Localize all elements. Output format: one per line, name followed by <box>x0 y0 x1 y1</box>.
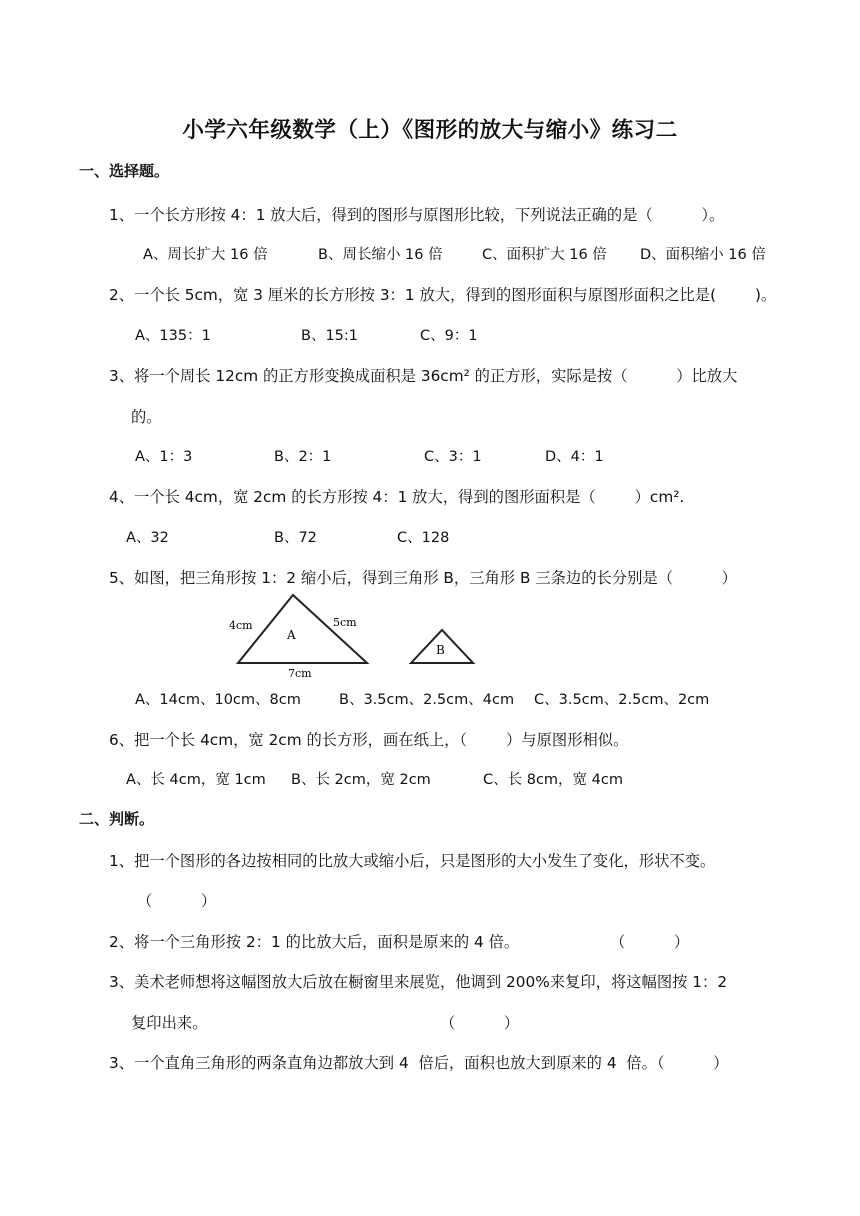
q5-option-a: A、14cm、10cm、8cm <box>135 692 301 708</box>
judge-3-answer-blank[interactable]: （ ） <box>440 1014 520 1032</box>
q6-option-a: A、长 4cm，宽 1cm <box>126 772 266 788</box>
judge-4-text: 3、一个直角三角形的两条直角边都放大到 4 倍后，面积也放大到原来的 4 倍。（ ） <box>109 1054 729 1072</box>
judge-1-text: 1、把一个图形的各边按相同的比放大或缩小后，只是图形的大小发生了变化，形状不变。 <box>109 852 716 870</box>
question-2-text: 2、一个长 5cm，宽 3 厘米的长方形按 3：1 放大，得到的图形面积与原图形面积之比是( )。 <box>109 286 777 304</box>
page-title: 小学六年级数学（上）《图形的放大与缩小》练习二 <box>182 118 678 143</box>
question-3-text: 3、将一个周长 12cm 的正方形变换成面积是 36cm² 的正方形，实际是按（ ）比放大 <box>109 367 738 385</box>
judge-3-text-cont: 复印出来。 <box>131 1014 208 1032</box>
q2-option-a: A、135：1 <box>135 328 211 344</box>
triangle-a-right-label: 5cm <box>333 616 357 629</box>
judge-2-answer-blank[interactable]: （ ） <box>610 933 690 951</box>
judge-3-text: 3、美术老师想将这幅图放大后放在橱窗里来展览，他调到 200%来复印，将这幅图按 1：2 <box>109 973 728 991</box>
question-3-text-cont: 的。 <box>131 408 162 426</box>
triangle-a-base-label: 7cm <box>288 667 312 680</box>
q3-option-b: B、2：1 <box>274 449 332 465</box>
q2-option-b: B、15:1 <box>301 328 359 344</box>
section-heading-choice: 一、选择题。 <box>79 162 170 180</box>
q4-option-c: C、128 <box>397 530 450 546</box>
q2-option-c: C、9：1 <box>420 328 478 344</box>
q3-option-d: D、4：1 <box>545 449 604 465</box>
question-4-text: 4、一个长 4cm，宽 2cm 的长方形按 4：1 放大，得到的图形面积是（ ）cm². <box>109 488 685 506</box>
q3-option-a: A、1：3 <box>135 449 193 465</box>
q5-option-c: C、3.5cm、2.5cm、2cm <box>534 692 710 708</box>
q3-option-c: C、3：1 <box>424 449 482 465</box>
question-1-text: 1、一个长方形按 4：1 放大后，得到的图形与原图形比较，下列说法正确的是（ ）。 <box>109 206 725 224</box>
triangles-figure <box>220 588 490 683</box>
triangle-a <box>238 595 367 663</box>
q1-option-a: A、周长扩大 16 倍 <box>143 247 268 263</box>
section-heading-judge: 二、判断。 <box>79 810 155 828</box>
triangle-a-name: A <box>287 628 296 642</box>
judge-1-answer-blank[interactable]: （ ） <box>137 892 217 910</box>
q4-option-a: A、32 <box>126 530 169 546</box>
q5-option-b: B、3.5cm、2.5cm、4cm <box>339 692 515 708</box>
judge-2-text: 2、将一个三角形按 2：1 的比放大后，面积是原来的 4 倍。 <box>109 933 520 951</box>
triangle-a-left-label: 4cm <box>229 619 253 632</box>
q6-option-b: B、长 2cm，宽 2cm <box>291 772 431 788</box>
q1-option-c: C、面积扩大 16 倍 <box>482 247 607 263</box>
triangle-b-name: B <box>436 643 445 657</box>
q4-option-b: B、72 <box>274 530 317 546</box>
q6-option-c: C、长 8cm，宽 4cm <box>483 772 623 788</box>
q1-option-b: B、周长缩小 16 倍 <box>318 247 443 263</box>
q1-option-d: D、面积缩小 16 倍 <box>640 247 766 263</box>
question-5-text: 5、如图，把三角形按 1：2 缩小后，得到三角形 B，三角形 B 三条边的长分别是（ ） <box>109 569 737 587</box>
question-6-text: 6、把一个长 4cm，宽 2cm 的长方形，画在纸上，（ ）与原图形相似。 <box>109 731 629 749</box>
